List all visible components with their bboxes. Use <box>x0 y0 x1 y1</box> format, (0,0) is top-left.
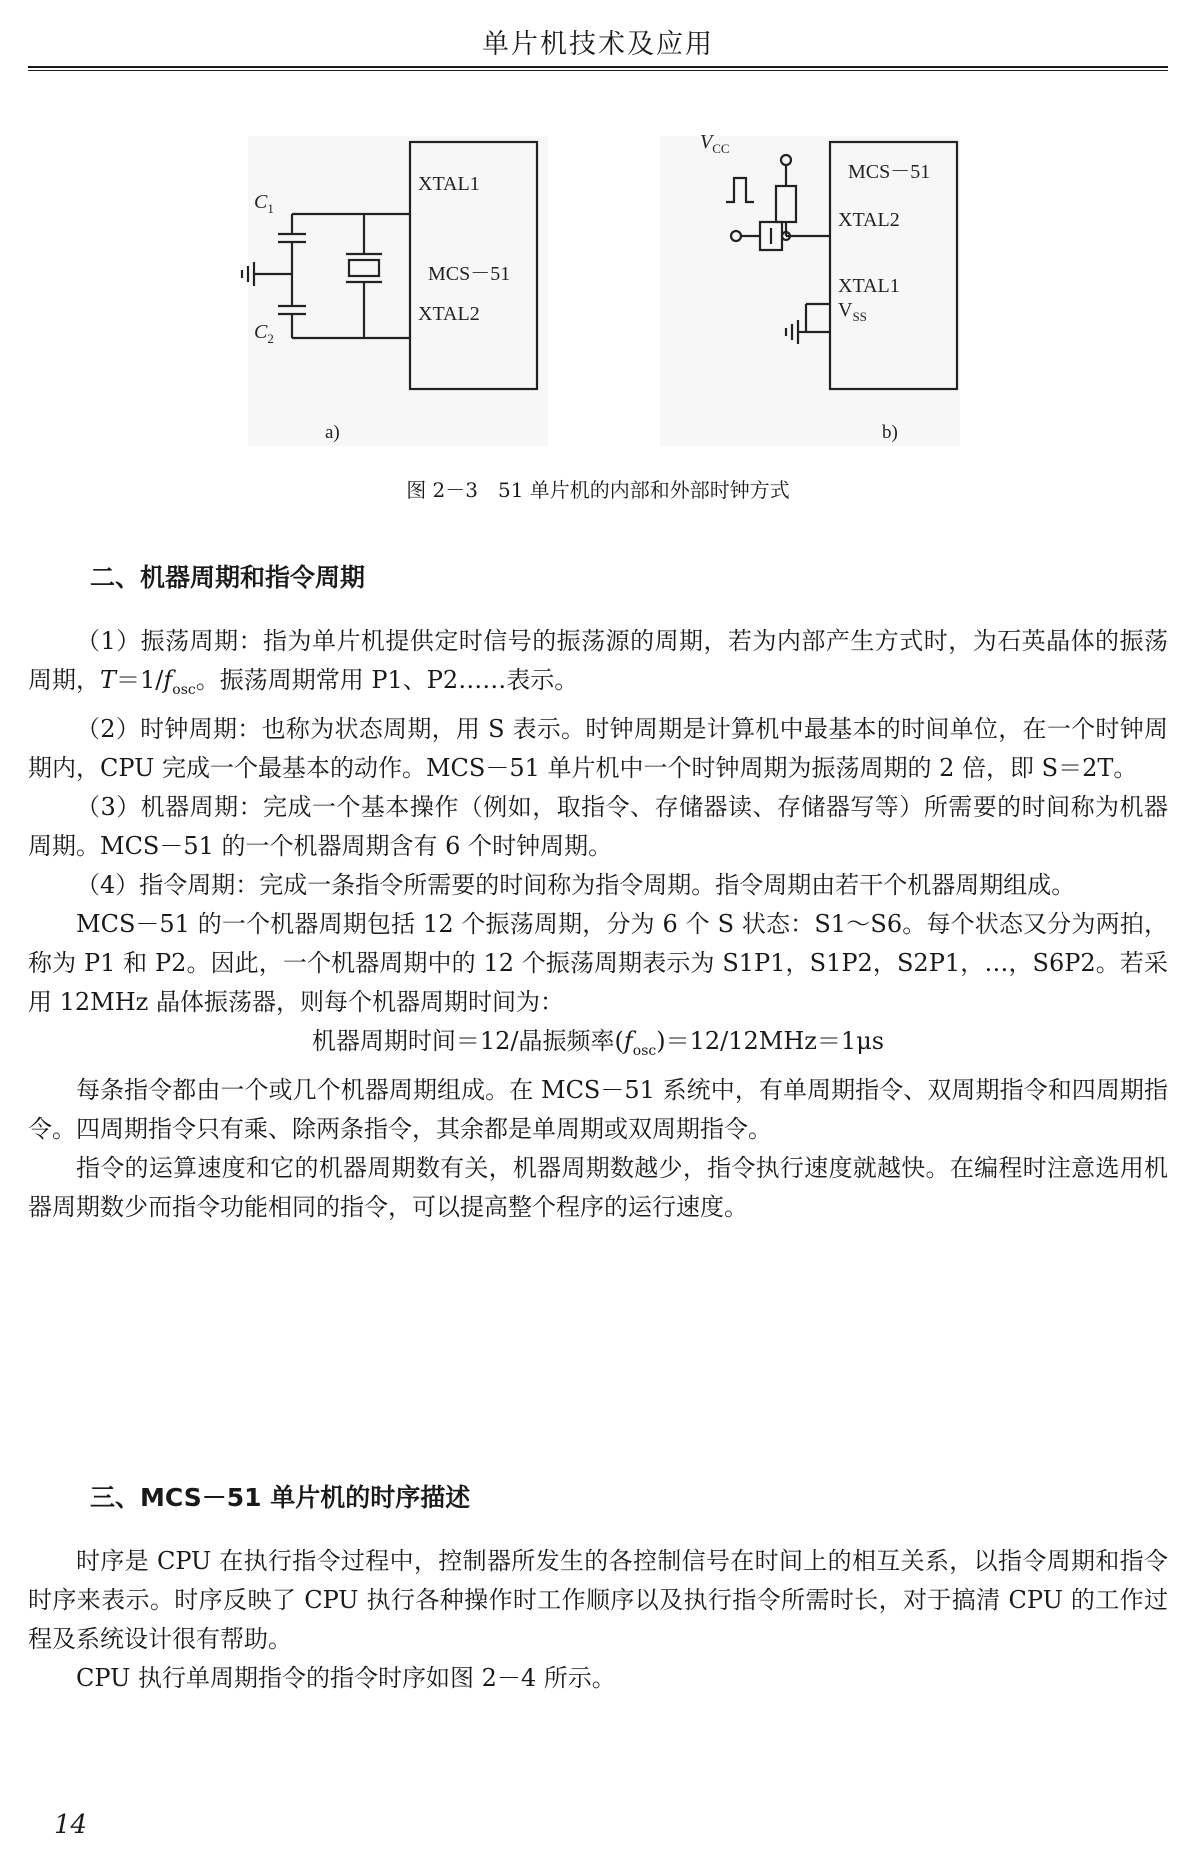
header-rule-thin <box>28 70 1168 71</box>
vcc-label <box>700 131 730 156</box>
c1-label <box>254 191 274 216</box>
pullup-resistor <box>776 186 796 222</box>
vcc-letter: V <box>700 131 713 153</box>
formula-part-a: 机器周期时间＝12/晶振频率( <box>311 1026 624 1055</box>
vcc-terminal <box>781 155 791 165</box>
running-header: 单片机技术及应用 <box>482 29 714 60</box>
figure-a-label: a) <box>325 422 340 443</box>
p1-equals: ＝1/ <box>116 666 164 694</box>
xtal2-pin-label-a: XTAL2 <box>418 303 480 325</box>
c1-subscript: 1 <box>267 201 274 216</box>
crystal-symbol <box>349 260 379 276</box>
figure-b-label: b) <box>882 422 898 443</box>
p1-text-b: 。振荡周期常用 P1、P2……表示。 <box>195 666 579 694</box>
vss-subscript: SS <box>852 309 867 324</box>
chip-label-b: MCS－51 <box>848 161 931 183</box>
formula-machine-cycle-time <box>28 1022 1168 1071</box>
p1-symbol-t: T <box>100 666 117 694</box>
p1-subscript-osc: osc <box>172 681 196 698</box>
xtal2-pin-label-b: XTAL2 <box>838 209 900 231</box>
paragraph-execution-speed: 指令的运算速度和它的机器周期数有关，机器周期数越少，指令执行速度就越快。在编程时注意选用机器周期数少而指令功能相同的指令，可以提高整个程序的运行速度。 <box>28 1153 1168 1221</box>
clock-pulse-symbol <box>726 178 754 202</box>
vss-letter: V <box>838 299 853 321</box>
section-heading-3: 三、MCS－51 单片机的时序描述 <box>90 1483 471 1512</box>
page-number: 14 <box>54 1810 88 1840</box>
p1-text-a: （1）振荡周期：指为单片机提供定时信号的振荡源的周期，若为内部产生方式时，为石英晶体的振荡周期， <box>28 627 1168 694</box>
paragraph-machine-cycle: （3）机器周期：完成一个基本操作（例如，取指令、存储器读、存储器写等）所需要的时间称为机器周期。MCS－51 的一个机器周期含有 6 个时钟周期。 <box>28 792 1168 860</box>
figure-b-external-clock-diagram <box>660 130 990 450</box>
xtal1-pin-label-a: XTAL1 <box>418 173 480 195</box>
c2-letter: C <box>254 321 268 343</box>
section-heading-2: 二、机器周期和指令周期 <box>90 563 366 592</box>
formula-part-b: )＝12/12MHz＝1μs <box>656 1026 885 1055</box>
vcc-subscript: CC <box>712 141 730 156</box>
section-2-body <box>28 622 1168 1227</box>
paragraph-instruction-cycle: （4）指令周期：完成一条指令所需要的时间称为指令周期。指令周期由若干个机器周期组成。 <box>76 870 1076 899</box>
c2-label <box>254 321 274 346</box>
section-3-body <box>28 1542 1168 1698</box>
formula-subscript-osc: osc <box>632 1042 657 1059</box>
c2-subscript: 2 <box>267 331 274 346</box>
figure-caption: 图 2－3 51 单片机的内部和外部时钟方式 <box>406 478 790 502</box>
paragraph-oscillation-period <box>28 622 1168 710</box>
clock-input-terminal <box>731 231 741 241</box>
header-rule <box>28 66 1168 68</box>
xtal1-pin-label-b: XTAL1 <box>838 275 900 297</box>
chip-label-a: MCS－51 <box>428 263 511 285</box>
paragraph-clock-period: （2）时钟周期：也称为状态周期，用 S 表示。时钟周期是计算机中最基本的时间单位，在一个时钟周期内，CPU 完成一个最基本的动作。MCS－51 单片机中一个时钟周期为振荡周期的 2 倍，即 S＝2T。 <box>28 714 1168 782</box>
paragraph-timing-figure-ref: CPU 执行单周期指令的指令时序如图 2－4 所示。 <box>76 1664 616 1692</box>
vss-label <box>838 299 867 324</box>
paragraph-instruction-types: 每条指令都由一个或几个机器周期组成。在 MCS－51 系统中，有单周期指令、双周期指令和四周期指令。四周期指令只有乘、除两条指令，其余都是单周期或双周期指令。 <box>28 1075 1168 1143</box>
paragraph-timing-definition: 时序是 CPU 在执行指令过程中，控制器所发生的各控制信号在时间上的相互关系，以指令周期和指令时序来表示。时序反映了 CPU 执行各种操作时工作顺序以及执行指令所需时长，对于搞清 CPU 的工作过程及系统设计很有帮助。 <box>28 1547 1168 1653</box>
formula-symbol-f: f <box>623 1026 633 1055</box>
figure-a-internal-clock-diagram <box>240 130 570 450</box>
c1-letter: C <box>254 191 268 213</box>
paragraph-machine-cycle-detail: MCS－51 的一个机器周期包括 12 个振荡周期，分为 6 个 S 状态：S1～S6。每个状态又分为两拍，称为 P1 和 P2。因此，一个机器周期中的 12 个振荡周期表示为 S1P1，S1P2，S2P1，…，S6P2。若采用 12MHz 晶体振荡器，则每个机器周期时间为： <box>28 909 1168 1016</box>
p1-symbol-f: f <box>163 666 173 694</box>
